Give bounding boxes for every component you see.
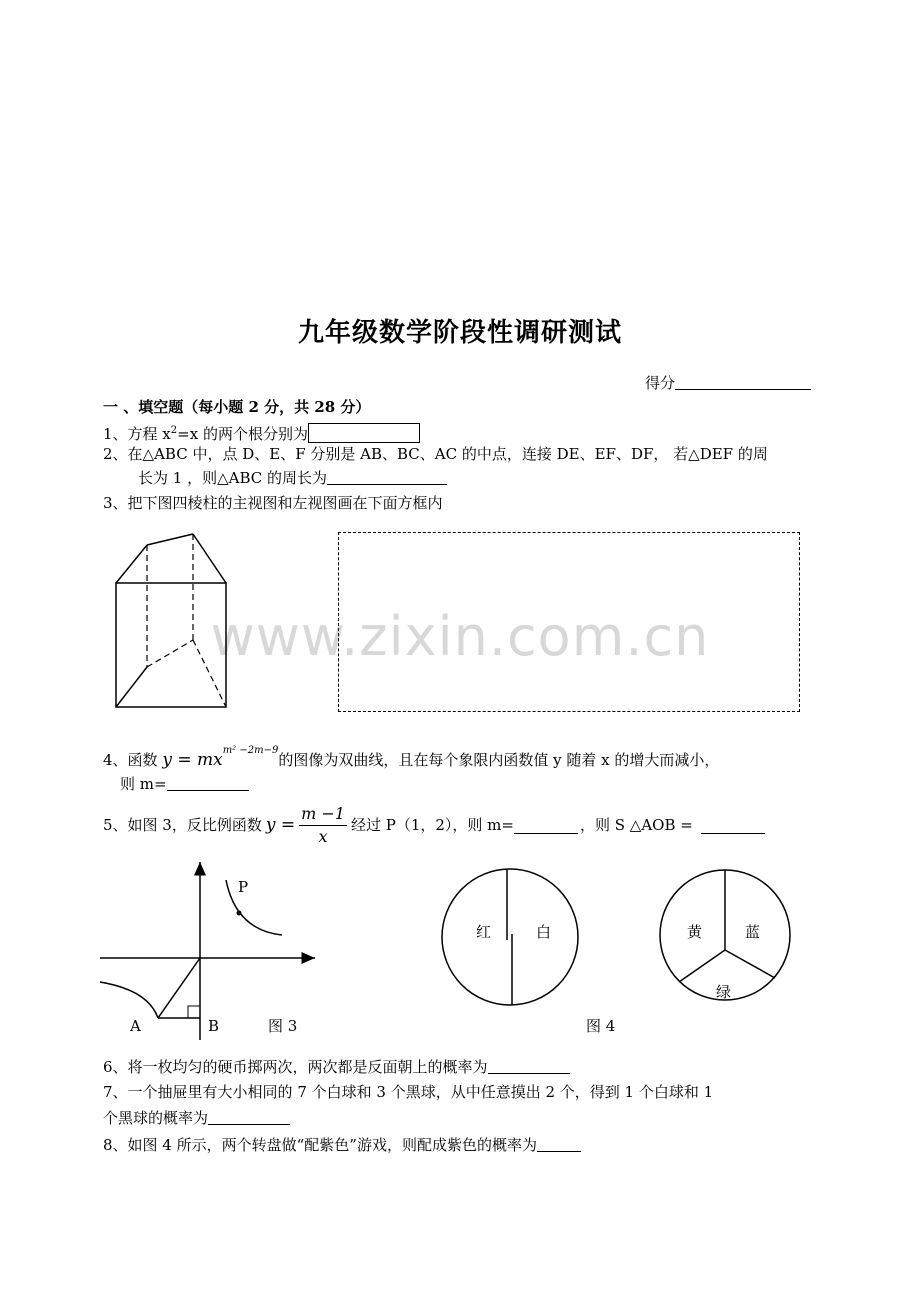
figure-3-caption: 图 3 (268, 1017, 298, 1035)
question-7-line2 (103, 1107, 290, 1129)
q7-text: 个黑球的概率为 (103, 1109, 209, 1127)
q4-prefix: 4、函数 (103, 751, 158, 769)
question-3: 3、把下图四棱柱的主视图和左视图画在下面方框内 (103, 494, 443, 512)
q7-answer-blank[interactable] (208, 1108, 290, 1125)
section-heading: 一 、填空题（每小题 2 分，共 28 分） (103, 398, 371, 416)
figure-3 (100, 862, 315, 1040)
q4-text: 则 m= (120, 775, 167, 793)
spinner-2-yellow: 黄 (687, 923, 703, 941)
right-angle-mark (188, 1006, 200, 1018)
q1-suffix: =x 的两个根分别为 (177, 425, 308, 443)
point-p (237, 911, 242, 916)
segment-oa (158, 958, 200, 1018)
q5-tail: ，则 S △AOB = (579, 816, 693, 834)
spinner-1-red: 红 (476, 923, 492, 941)
hyperbola-branch-2 (100, 982, 158, 1018)
figure-4-caption: 图 4 (586, 1017, 616, 1035)
page-title: 九年级数学阶段性调研测试 (297, 318, 622, 348)
q8-answer-blank[interactable] (537, 1135, 581, 1152)
q4-exponent: m² −2m−9 (222, 745, 279, 756)
score-label: 得分 (645, 374, 676, 392)
spinner-1 (442, 869, 578, 1005)
spinner-1-white: 白 (536, 923, 552, 941)
label-a: A (130, 1017, 141, 1035)
q4-function: y = mx (162, 750, 223, 770)
q2-text: 长为 1 ，则△ABC 的周长为 (138, 469, 327, 487)
q6-answer-blank[interactable] (488, 1057, 570, 1074)
question-6 (103, 1056, 570, 1078)
q5-denominator: x (318, 826, 328, 846)
q6-text: 6、将一枚均匀的硬币掷两次，两次都是反面朝上的概率为 (103, 1058, 488, 1076)
q1-exponent: 2 (170, 425, 178, 436)
question-7-line1: 7、一个抽屉里有大小相同的 7 个白球和 3 个黑球，从中任意摸出 2 个，得到 1 个白球和 1 (103, 1083, 714, 1101)
hyperbola-branch-1 (226, 880, 282, 935)
q5-numerator: m −1 (299, 803, 347, 826)
q5-middle: 经过 P（1，2），则 m= (350, 816, 514, 834)
watermark: www.zixin.com.cn (210, 605, 710, 668)
q4-suffix: 的图像为双曲线，且在每个象限内函数值 y 随着 x 的增大而减小， (278, 751, 720, 769)
q5-prefix: 5、如图 3，反比例函数 (103, 816, 262, 834)
spinner-2 (660, 870, 790, 1000)
q8-text: 8、如图 4 所示，两个转盘做“配紫色”游戏，则配成紫色的概率为 (103, 1136, 537, 1154)
question-8 (103, 1134, 581, 1156)
q1-prefix: 1、方程 x (103, 425, 171, 443)
q5-lhs: y = (265, 815, 296, 835)
spinner-2-green: 绿 (716, 983, 732, 1001)
label-p: P (238, 878, 249, 896)
question-2-line1: 2、在△ABC 中，点 D、E、F 分别是 AB、BC、AC 的中点，连接 DE、EF、DF， 若△DEF 的周 (103, 445, 768, 463)
label-b: B (208, 1017, 220, 1035)
spinner-2-blue: 蓝 (745, 923, 761, 941)
